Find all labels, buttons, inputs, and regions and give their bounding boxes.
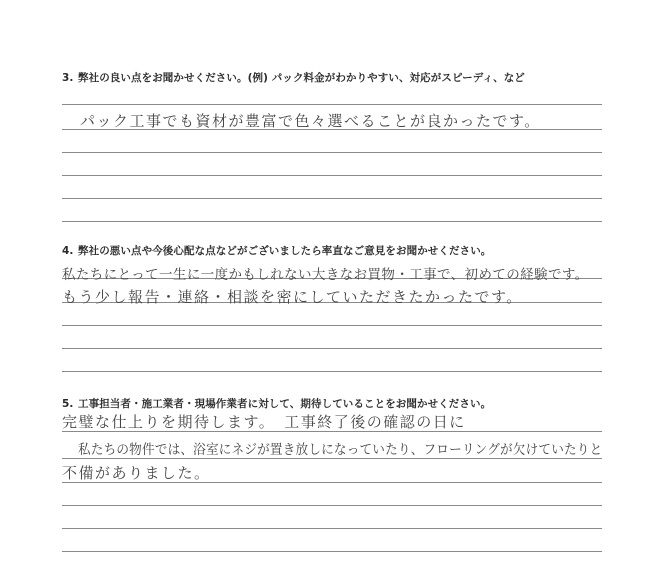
question-3 [62, 70, 525, 85]
answer-line [62, 505, 602, 506]
question-text: 工事担当者・施工業者・現場作業者に対して、期待していることをお聞かせください。 [78, 398, 492, 410]
question-5 [62, 396, 491, 411]
answer-line [62, 551, 602, 552]
answer-line [62, 325, 602, 326]
answer-line [62, 371, 602, 372]
handwritten-answer-3-1: パック工事でも資材が豊富で色々選べることが良かったです。 [80, 112, 541, 130]
answer-line [62, 104, 602, 105]
handwritten-answer-5-1: 完璧な仕上りを期待します。 工事終了後の確認の日に [62, 413, 466, 431]
question-4 [62, 243, 491, 258]
answer-line [62, 152, 602, 153]
answer-line [62, 175, 602, 176]
answer-line [62, 528, 602, 529]
answer-line [62, 198, 602, 199]
question-number: 5. [62, 398, 74, 410]
question-number: 4. [62, 245, 74, 257]
question-text: 弊社の悪い点や今後心配な点などがございましたら率直なご意見をお聞かせください。 [78, 245, 492, 257]
handwritten-answer-5-2: 私たちの物件では、浴室にネジが置き放しになっていたり、フローリングが欠けていたりと [78, 442, 603, 458]
question-text: 弊社の良い点をお聞かせください。(例) パック料金がわかりやすい、対応がスピーディ、など [78, 72, 525, 84]
answer-line [62, 348, 602, 349]
answer-line [62, 221, 602, 222]
question-number: 3. [62, 72, 74, 84]
answer-line [62, 458, 602, 459]
handwritten-answer-5-3: 不備がありました。 [62, 464, 211, 482]
handwritten-answer-4-2: もう少し報告・連絡・相談を密にしていただきたかったです。 [62, 288, 523, 306]
handwritten-answer-4-1: 私たちにとって一生に一度かもしれない大きなお買物・工事で、初めての経験です。 [62, 267, 589, 283]
